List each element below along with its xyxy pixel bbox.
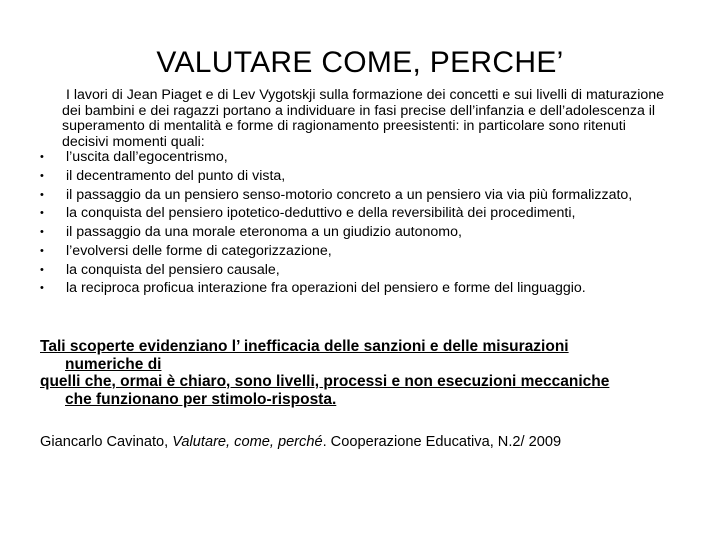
list-item bbox=[30, 244, 680, 260]
list-item-text: la conquista del pensiero ipotetico-deduttivo e della reversibilità dei procedimenti, bbox=[66, 205, 576, 222]
intro-text: I lavori di Jean Piaget e di Lev Vygotskji sulla formazione dei concetti e sui livelli di maturazione dei bambini e dei ragazzi portano a individuare in fasi precise dell’infanzia e dell’adolescenza il superamento di mentalità e forme di ragionamento preesistenti: in particolare sono ritenuti decisivi momenti quali: bbox=[62, 87, 665, 150]
citation bbox=[40, 433, 700, 451]
list-item-text: l’uscita dall’egocentrismo, bbox=[66, 149, 228, 165]
conclusion-line-1: Tali scoperte evidenziano l’ inefficacia delle sanzioni e delle misurazioni bbox=[40, 338, 569, 355]
conclusion-text bbox=[40, 338, 670, 408]
list-item bbox=[30, 150, 680, 166]
bullet-icon: • bbox=[40, 151, 44, 163]
bullet-icon: • bbox=[40, 226, 44, 239]
list-item-text: il decentramento del punto di vista, bbox=[66, 167, 286, 184]
bullet-list bbox=[30, 150, 680, 300]
list-item bbox=[30, 188, 680, 204]
list-item-text: il passaggio da una morale eteronoma a un giudizio autonomo, bbox=[66, 224, 462, 241]
citation-rest: . Cooperazione Educativa, N.2/ 2009 bbox=[322, 434, 562, 450]
bullet-icon: • bbox=[40, 188, 44, 201]
bullet-icon: • bbox=[40, 169, 44, 182]
list-item-text: l’evolversi delle forme di categorizzazione, bbox=[66, 242, 332, 259]
list-item bbox=[30, 206, 680, 222]
list-item-text: la reciproca proficua interazione fra operazioni del pensiero e forme del linguaggio. bbox=[66, 280, 586, 297]
citation-work: Valutare, come, perché bbox=[172, 434, 323, 450]
bullet-icon: • bbox=[40, 282, 44, 295]
list-item bbox=[30, 169, 680, 185]
bullet-icon: • bbox=[40, 263, 44, 276]
list-item bbox=[30, 263, 680, 279]
list-item-text: il passaggio da un pensiero senso-motorio concreto a un pensiero via via più formalizzato, bbox=[66, 186, 633, 203]
bullet-icon: • bbox=[40, 207, 44, 220]
conclusion-line-4: che funzionano per stimolo-risposta. bbox=[65, 390, 337, 408]
citation-author: Giancarlo Cavinato, bbox=[40, 434, 173, 450]
bullet-icon: • bbox=[40, 244, 44, 257]
intro-paragraph bbox=[62, 88, 672, 150]
list-item bbox=[30, 281, 680, 297]
conclusion-line-3: quelli che, ormai è chiaro, sono livelli, processi e non esecuzioni meccaniche bbox=[40, 373, 610, 390]
list-item bbox=[30, 225, 680, 241]
slide-title: VALUTARE COME, PERCHE’ bbox=[156, 46, 564, 79]
conclusion-line-2: numeriche di bbox=[65, 355, 162, 373]
list-item-text: la conquista del pensiero causale, bbox=[66, 261, 280, 278]
